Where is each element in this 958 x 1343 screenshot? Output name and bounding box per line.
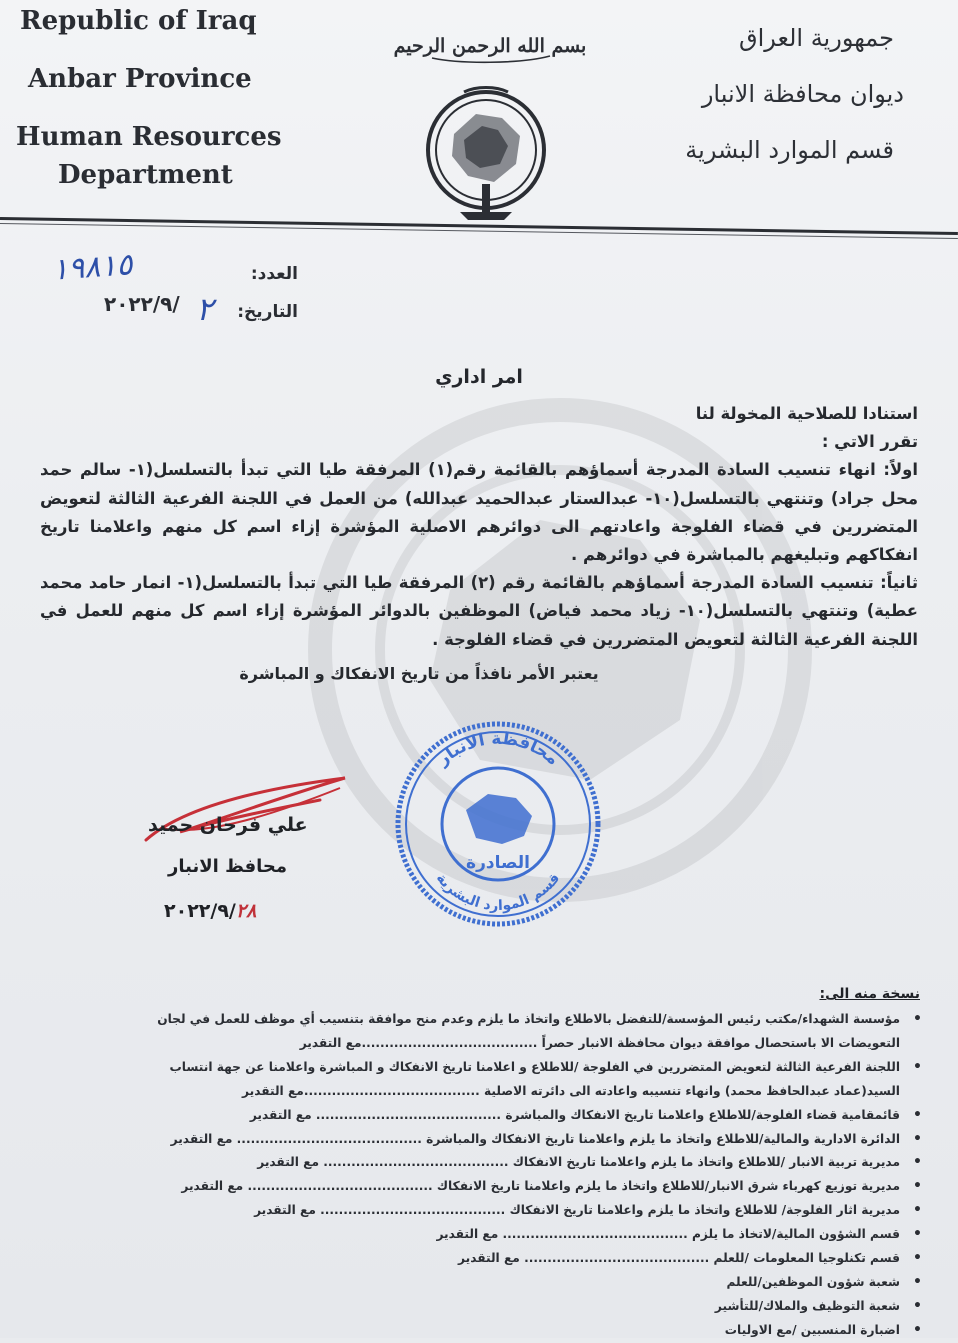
signatory-name: علي فرحان حميد	[148, 814, 308, 836]
signature-block	[130, 770, 380, 940]
letterhead-line: ديوان محافظة الانبار	[701, 80, 904, 108]
letterhead-line: Department	[58, 160, 233, 190]
copy-recipient-text: مديرية اثار الفلوجة/ للاطلاع واتخاذ ما يلزم واعلامنا تاريخ الانفكاك	[509, 1203, 900, 1218]
stamp-bottom-text: قسم الموارد البشرية	[432, 870, 564, 915]
copy-recipient-item	[100, 1056, 928, 1104]
copy-recipient-item	[100, 1223, 928, 1247]
copy-recipient-text: قائمقامية قضاء الفلوجة/للاطلاع واعلامنا تاريخ الانفكاك والمباشرة	[505, 1107, 900, 1122]
province-emblem-icon	[424, 84, 548, 224]
copy-recipient-text: شعبة التوظيف والملاك/للتأشير	[714, 1298, 900, 1313]
number-label: العدد:	[250, 264, 298, 284]
basmala-text: بسم الله الرحمن الرحيم	[393, 35, 587, 57]
handwritten-day: ٢	[196, 290, 214, 328]
stamp-center-text: الصادرة	[466, 853, 530, 873]
copy-recipient-text-continued: التعويضات الا باستحصال موافقة ديوان محافظة الانبار حصراً ......................................مع التقدير	[299, 1035, 900, 1050]
order-item-2: ثانياً: تنسيب السادة المدرجة أسماؤهم بالقائمة رقم (٢) المرفقة طيا التي تبدأ بالتسلسل(١- انمار حامد محمد عطية) وتنتهي بالتسلسل(١٠- زياد محمد فياض) الموظفين بالدوائر المؤشرة إزاء اسم كل منهم للعمل في اللجنة الفرعية الثالثة لتعويض المتضررين في قضاء الفلوجة .	[40, 573, 918, 649]
copy-recipient-note: ........................................ مع التقدير	[257, 1155, 513, 1170]
letterhead-line: Anbar Province	[28, 64, 252, 94]
copy-recipient-text: مديرية تربية الانبار /للاطلاع واتخاذ ما يلزم واعلامنا تاريخ الانفكاك	[512, 1155, 900, 1170]
letterhead-line: Human Resources	[16, 122, 282, 152]
basmala-calligraphy	[393, 18, 587, 68]
copy-recipient-text: قسم تكنلوجيا المعلومات /للعلم	[713, 1251, 900, 1266]
copy-recipient-note: ........................................ مع التقدير	[458, 1251, 714, 1266]
copy-recipient-item	[100, 1199, 928, 1223]
copy-recipient-text: اضبارة المنسبين /مع الاوليات	[724, 1322, 900, 1337]
order-item-1: اولاً: انهاء تنسيب السادة المدرجة أسماؤهم بالقائمة رقم(١) المرفقة طيا التي تبدأ بالتسلسل(١- سالم حمد محل جراد) وتنتهي بالتسلسل(١٠- عبدالستار عبدالحميد عبدالله) من العمل في اللجنة الفرعية الثالثة لتعويض المتضررين في قضاء الفلوجة واعادتهم الى دوائرهم الاصلية المؤشرة إزاء اسم كل منهم واعلامنا تاريخ انفكاكهم وتبليغهم بالمباشرة في دوائرهم .	[40, 460, 918, 565]
copy-recipient-item	[100, 1151, 928, 1175]
copy-recipient-note: ........................................ مع التقدير	[170, 1131, 427, 1146]
copy-recipient-note: ........................................ مع التقدير	[181, 1179, 437, 1194]
copy-recipient-item	[100, 1104, 928, 1128]
signature-date-value: ٢٠٢٢/٩/	[164, 900, 236, 922]
copy-recipient-note: ........................................ مع التقدير	[249, 1107, 506, 1122]
copy-recipient-item	[100, 1295, 928, 1319]
signature-date	[164, 900, 256, 922]
letterhead-line: قسم الموارد البشرية	[685, 136, 894, 164]
copy-recipient-text: الدائرة الادارية والمالية/للاطلاع واتخاذ ما يلزم واعلامنا تاريخ الانفكاك والمباشرة	[426, 1131, 900, 1146]
copies-list	[100, 1008, 928, 1343]
date-label: التاريخ:	[237, 302, 298, 322]
order-enforce: يعتبر الأمر نافذاً من تاريخ الانفكاك و المباشرة	[239, 664, 599, 683]
copy-recipient-note: ........................................ مع التقدير	[436, 1227, 692, 1242]
copy-recipient-text-continued: السيد(عماد عبدالحافظ محمد) وانهاء تنسيبه واعادته الى دائرته الاصلية ......................................مع التقدير	[242, 1083, 900, 1098]
stamp-top-text: محافظة الانبار	[433, 728, 563, 770]
official-stamp-icon	[392, 718, 604, 930]
signatory-title: محافظ الانبار	[168, 856, 288, 877]
copy-recipient-item	[100, 1175, 928, 1199]
copy-recipient-item	[100, 1008, 928, 1056]
order-decide: تقرر الاتي :	[821, 432, 918, 452]
copy-recipient-item	[100, 1247, 928, 1271]
copy-recipient-text: مديرية توزيع كهرباء شرق الانبار/للاطلاع واتخاذ ما يلزم واعلامنا تاريخ الانفكاك	[436, 1179, 900, 1194]
order-intro: استنادا للصلاحية المخولة لنا	[695, 404, 918, 423]
date-value: ٢٠٢٢/٩/	[104, 292, 180, 316]
copy-recipient-text: شعبة شؤون الموظفين/للعلم	[726, 1274, 900, 1289]
copy-recipient-text: اللجنة الفرعية الثالثة لتعويض المتضررين في الفلوجة /للاطلاع و اعلامنا تاريخ الانفكاك و المباشرة واعلامنا عن جهة انتساب	[169, 1059, 900, 1074]
copy-recipient-item	[100, 1319, 928, 1343]
letterhead-line: جمهورية العراق	[738, 24, 894, 52]
copy-recipient-note: ........................................ مع التقدير	[254, 1203, 510, 1218]
copies-label: نسخة منه الى:	[819, 986, 920, 1002]
signature-date-handwritten: ٢٨	[235, 900, 257, 922]
handwritten-number: ١٩٨١٥	[50, 247, 134, 288]
copy-recipient-text: قسم الشؤون المالية/لاتخاذ ما يلزم	[691, 1227, 900, 1242]
copy-recipient-item	[100, 1271, 928, 1295]
svg-text:قسم الموارد البشرية	[433, 870, 564, 914]
order-body	[40, 400, 918, 654]
letterhead-line: Republic of Iraq	[20, 6, 257, 36]
copy-recipient-item	[100, 1128, 928, 1152]
copy-recipient-text: مؤسسة الشهداء/مكتب رئيس المؤسسة/للتفضل بالاطلاع واتخاذ ما يلزم وعدم منح موافقة بتنسيب أي موظف للعمل في لجان	[157, 1012, 900, 1026]
order-title: امر اداري	[435, 366, 523, 388]
